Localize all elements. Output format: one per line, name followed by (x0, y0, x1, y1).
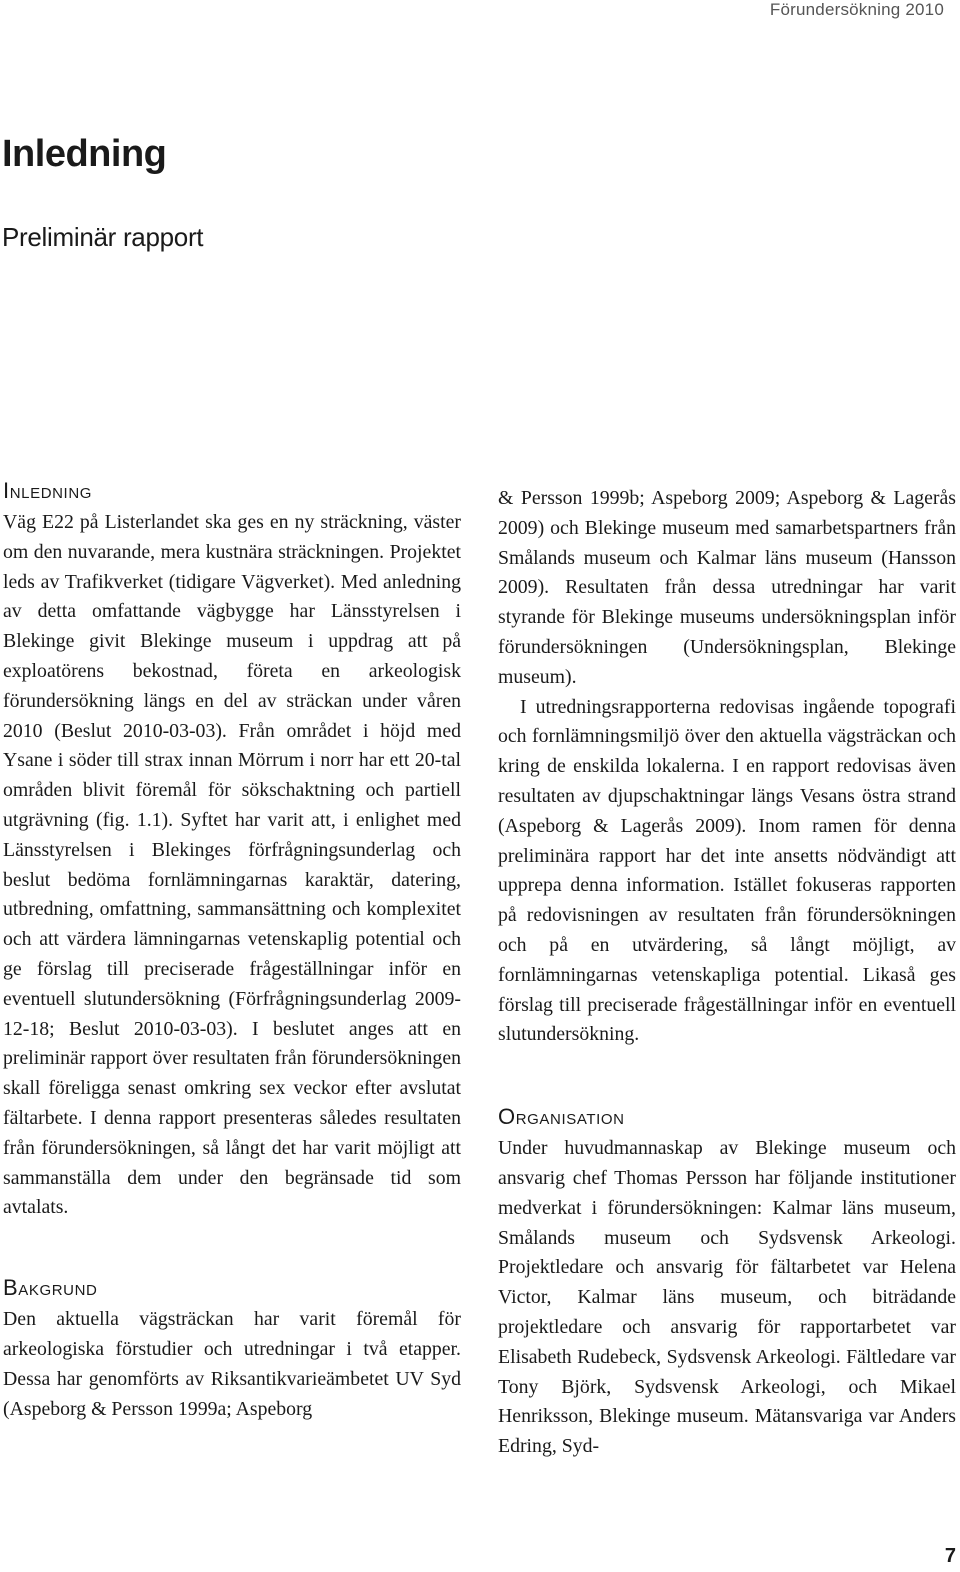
left-column (3, 476, 461, 1424)
bakgrund-paragraph-start: Den aktuella vägsträckan har varit föremål för arkeologiska förstudier och utredningar i två etapper. Dessa har genomförts av Riksantikvarieämbetet UV Syd (Aspeborg & Persson 1999a; Aspeborg (3, 1308, 461, 1420)
chapter-subtitle: Preliminär rapport (2, 222, 204, 252)
section-heading-organisation: Organisation (498, 1104, 625, 1130)
page-number: 7 (944, 1545, 956, 1567)
section-spacer (498, 1050, 956, 1102)
bakgrund-paragraph-2: I utredningsrapporterna redovisas ingående topografi och fornlämningsmiljö över den aktuella vägsträckan och kring de enskilda lokalerna. I en rapport redovisas även resultaten av djupschaktningar längs Vesans östra strand (Aspeborg & Lagerås 2009). Inom ramen för denna preliminära rapport har det inte ansetts nödvändigt att upprepa denna information. Istället fokuseras rapporten på redovisningen av resultaten från förundersökningen och på en utvärdering, så långt möjligt, av fornlämningarnas vetenskapliga potential. Likaså ges förslag till preciserade frågeställningar inför en eventuell slutundersökning. (498, 695, 956, 1046)
inledning-paragraph: Väg E22 på Listerlandet ska ges en ny sträckning, väster om den nuvarande, mera kustnära sträckningen. Projektet leds av Trafikverket (tidigare Vägverket). Med anledning av detta omfattande vägbygge har Länsstyrelsen i Blekinge givit Blekinge museum i uppdrag att på exploatörens bekostnad, företa en arkeologisk förundersökning längs en del av sträckan under våren 2010 (Beslut 2010-03-03). Från området i höjd med Ysane i söder till strax innan Mörrum i norr har ett 20-tal områden blivit föremål för sökschaktning och partiell utgrävning (fig. 1.1). Syftet har varit att, i enlighet med Länsstyrelsen i Blekinges förfrågningsunderlag och beslut bedöma fornlämningarnas karaktär, datering, utbredning, omfattning, sammansättning och komplexitet och att värdera lämningarnas vetenskaplig potential och ge förslag till preciserade frågeställningar inför en eventuell slutundersökning (Förfrågningsunderlag 2009-12-18; Beslut 2010-03-03). I beslutet anges att en preliminär rapport över resultaten från förundersökningen skall föreligga senast omkring sex veckor efter avslutat fältarbete. I denna rapport presenteras således resultaten från förundersökningen, så långt det har varit möjligt att sammanställa dem under den begränsade tid som avtalats. (3, 511, 461, 1219)
organisation-paragraph: Under huvudmannaskap av Blekinge museum och ansvarig chef Thomas Persson har följande institutioner medverkat i förundersökningen: Kalmar läns museum, Smålands museum och Sydsvensk Arkeologi. Projektledare och ansvarig för fältarbetet var Helena Victor, Kalmar läns museum, och biträdande projektledare och ansvarig för rapportarbetet var Elisabeth Rudebeck, Sydsvensk Arkeologi. Fältledare var Tony Björk, Sydsvensk Arkeologi, och Mikael Henriksson, Blekinge museum. Mätansvariga var Anders Edring, Syd- (498, 1137, 956, 1458)
right-column (498, 476, 956, 1462)
section-heading-inledning: Inledning (3, 478, 93, 503)
chapter-title: Inledning (2, 133, 167, 175)
running-head: Förundersökning 2010 (769, 0, 944, 19)
section-spacer (3, 1223, 461, 1273)
bakgrund-paragraph-continued: & Persson 1999b; Aspeborg 2009; Aspeborg & Lagerås 2009) och Blekinge museum med samarbetspartners från Smålands museum och Kalmar läns museum (Hansson 2009). Resultaten från dessa utredningar har varit styrande för Blekinge museums undersökningsplan inför förundersökningen (Undersökningsplan, Blekinge museum). (498, 487, 956, 688)
section-heading-bakgrund: Bakgrund (3, 1275, 98, 1301)
